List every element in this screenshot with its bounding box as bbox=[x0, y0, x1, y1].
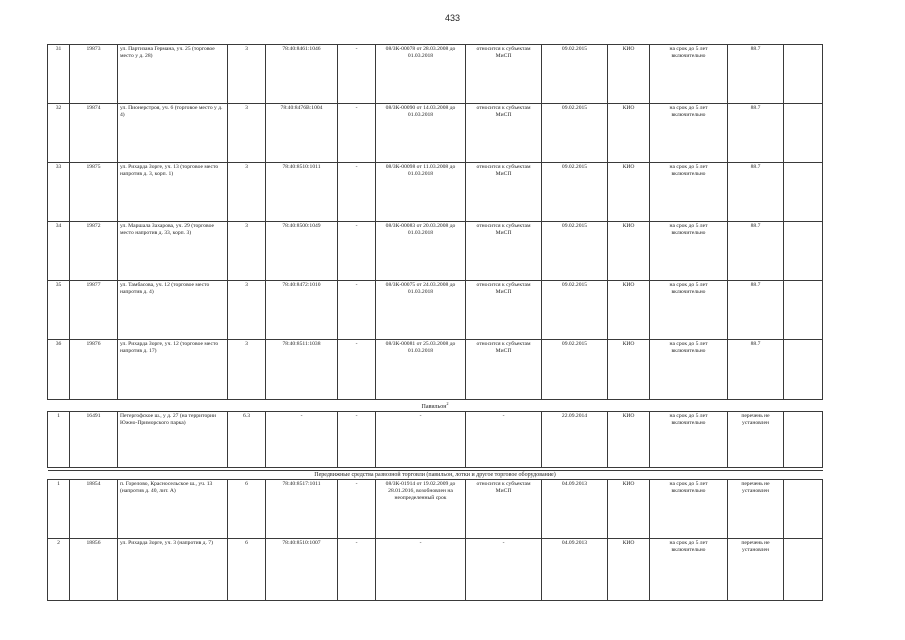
code-cell: 88.7 bbox=[728, 222, 784, 281]
date-cell: 22.09.2014 bbox=[542, 412, 608, 468]
organization-cell: КИО bbox=[608, 163, 650, 222]
term-cell: на срок до 5 лет включительно bbox=[650, 340, 728, 400]
cadastral-number-cell: - bbox=[266, 412, 338, 468]
footnote-mark: 2 bbox=[446, 401, 449, 406]
subject-status-cell: относится к субъектам МиСП bbox=[466, 281, 542, 340]
organization-cell: КИО bbox=[608, 480, 650, 539]
date-cell: 04.09.2013 bbox=[542, 480, 608, 539]
record-id-cell: 16491 bbox=[70, 412, 118, 468]
term-cell: на срок до 5 лет включительно bbox=[650, 222, 728, 281]
row-number-cell: 1 bbox=[48, 412, 70, 468]
extra-cell-cell bbox=[784, 45, 823, 104]
date-cell: 04.09.2013 bbox=[542, 539, 608, 601]
code-cell: 88.7 bbox=[728, 104, 784, 163]
date-cell: 09.02.2015 bbox=[542, 163, 608, 222]
table-section-stalls bbox=[48, 45, 823, 400]
dash-cell-cell: - bbox=[338, 281, 376, 340]
area-cell: 3 bbox=[228, 45, 266, 104]
contract-cell: 08/ЗК-00090 от 14.03.2008 до 01.03.2018 bbox=[376, 104, 466, 163]
cadastral-number-cell: 78:40:8510:1011 bbox=[266, 163, 338, 222]
date-cell: 09.02.2015 bbox=[542, 281, 608, 340]
table-section-mobile bbox=[48, 480, 823, 601]
record-id-cell: 18856 bbox=[70, 539, 118, 601]
cadastral-number-cell: 78:40:8461:1046 bbox=[266, 45, 338, 104]
term-cell: на срок до 5 лет включительно bbox=[650, 412, 728, 468]
cadastral-number-cell: 78:40:8476В:1004 bbox=[266, 104, 338, 163]
table-row bbox=[48, 281, 823, 340]
extra-cell-cell bbox=[784, 539, 823, 601]
subject-status-cell: относится к субъектам МиСП bbox=[466, 222, 542, 281]
row-number-cell: 2 bbox=[48, 539, 70, 601]
section-pavilion bbox=[48, 400, 823, 412]
address-cell: ул. Партизана Германа, уч. 25 (торговое место у д. 28) bbox=[118, 45, 228, 104]
row-number-cell: 1 bbox=[48, 480, 70, 539]
cadastral-number-cell: 78:40:8517:1011 bbox=[266, 480, 338, 539]
row-number-cell: 36 bbox=[48, 340, 70, 400]
cadastral-number-cell: 78:40:8510:1007 bbox=[266, 539, 338, 601]
extra-cell-cell bbox=[784, 281, 823, 340]
table-row bbox=[48, 539, 823, 601]
contract-cell: 08/ЗК-01914 от 19.02.2009 до 28.01.2016, возобновлен на неопределенный срок bbox=[376, 480, 466, 539]
table-row bbox=[48, 163, 823, 222]
row-number-cell: 35 bbox=[48, 281, 70, 340]
record-id-cell: 19875 bbox=[70, 163, 118, 222]
subject-status-cell: относится к субъектам МиСП bbox=[466, 340, 542, 400]
section-heading-mobile: Передвижные средства развозной торговли (павильон, лотки и другое торговое оборудование) bbox=[48, 471, 823, 480]
area-cell: 6.3 bbox=[228, 412, 266, 468]
address-cell: ул. Рихарда Зорге, уч. 12 (торговое место напротив д. 17) bbox=[118, 340, 228, 400]
row-number-cell: 33 bbox=[48, 163, 70, 222]
area-cell: 3 bbox=[228, 281, 266, 340]
area-cell: 3 bbox=[228, 222, 266, 281]
address-cell: ул. Маршала Захарова, уч. 29 (торговое место напротив д. 33, корп. 3) bbox=[118, 222, 228, 281]
cadastral-number-cell: 78:40:8500:1049 bbox=[266, 222, 338, 281]
table-row bbox=[48, 222, 823, 281]
subject-status-cell: - bbox=[466, 539, 542, 601]
code-cell: 88.7 bbox=[728, 281, 784, 340]
term-cell: на срок до 5 лет включительно bbox=[650, 281, 728, 340]
record-id-cell: 19876 bbox=[70, 340, 118, 400]
extra-cell-cell bbox=[784, 222, 823, 281]
contract-cell: 08/ЗК-00078 от 28.03.2008 до 01.03.2018 bbox=[376, 45, 466, 104]
organization-cell: КИО bbox=[608, 222, 650, 281]
cadastral-number-cell: 78:40:8511:1038 bbox=[266, 340, 338, 400]
address-cell: ул. Рихарда Зорге, уч. 13 (торговое место напротив д. 3, корп. 1) bbox=[118, 163, 228, 222]
dash-cell-cell: - bbox=[338, 340, 376, 400]
extra-cell-cell bbox=[784, 104, 823, 163]
area-cell: 3 bbox=[228, 163, 266, 222]
section-mobile bbox=[48, 468, 823, 480]
organization-cell: КИО bbox=[608, 340, 650, 400]
table-row bbox=[48, 340, 823, 400]
date-cell: 09.02.2015 bbox=[542, 222, 608, 281]
table-row bbox=[48, 104, 823, 163]
address-cell: п. Горелово, Красносельское ш., уч. 13 (напротив д. 40, лит. А) bbox=[118, 480, 228, 539]
page-number: 433 bbox=[444, 13, 461, 23]
dash-cell-cell: - bbox=[338, 539, 376, 601]
dash-cell-cell: - bbox=[338, 222, 376, 281]
table-row bbox=[48, 480, 823, 539]
dash-cell-cell: - bbox=[338, 163, 376, 222]
date-cell: 09.02.2015 bbox=[542, 45, 608, 104]
row-number-cell: 32 bbox=[48, 104, 70, 163]
row-number-cell: 31 bbox=[48, 45, 70, 104]
organization-cell: КИО bbox=[608, 45, 650, 104]
code-cell: перечень не установлен bbox=[728, 480, 784, 539]
term-cell: на срок до 5 лет включительно bbox=[650, 539, 728, 601]
subject-status-cell: относится к субъектам МиСП bbox=[466, 45, 542, 104]
dash-cell-cell: - bbox=[338, 45, 376, 104]
area-cell: 6 bbox=[228, 539, 266, 601]
contract-cell: 08/ЗК-00083 от 20.03.2008 до 01.03.2018 bbox=[376, 222, 466, 281]
address-cell: ул. Тамбасова, уч. 12 (торговое место напротив д. 4) bbox=[118, 281, 228, 340]
contract-cell: 08/ЗК-00075 от 24.03.2008 до 01.03.2018 bbox=[376, 281, 466, 340]
record-id-cell: 18854 bbox=[70, 480, 118, 539]
code-cell: перечень не установлен bbox=[728, 539, 784, 601]
address-cell: ул. Пионерстроя, уч. 6 (торговое место у д. 4) bbox=[118, 104, 228, 163]
area-cell: 6 bbox=[228, 480, 266, 539]
table-section-pavilion bbox=[48, 412, 823, 468]
extra-cell-cell bbox=[784, 412, 823, 468]
term-cell: на срок до 5 лет включительно bbox=[650, 480, 728, 539]
subject-status-cell: относится к субъектам МиСП bbox=[466, 163, 542, 222]
address-cell: Петергофское ш., у д. 27 (на территории Южно-Приморского парка) bbox=[118, 412, 228, 468]
record-id-cell: 19873 bbox=[70, 45, 118, 104]
cadastral-number-cell: 78:40:8472:1010 bbox=[266, 281, 338, 340]
code-cell: перечень не установлен bbox=[728, 412, 784, 468]
contract-cell: 08/ЗК-00098 от 11.03.2008 до 01.03.2018 bbox=[376, 163, 466, 222]
record-id-cell: 19874 bbox=[70, 104, 118, 163]
contract-cell: - bbox=[376, 539, 466, 601]
record-id-cell: 19872 bbox=[70, 222, 118, 281]
date-cell: 09.02.2015 bbox=[542, 340, 608, 400]
subject-status-cell: относится к субъектам МиСП bbox=[466, 480, 542, 539]
extra-cell-cell bbox=[784, 480, 823, 539]
section-heading-pavilion: Павильон$^2$ bbox=[48, 400, 823, 412]
term-cell: на срок до 5 лет включительно bbox=[650, 163, 728, 222]
subject-status-cell: - bbox=[466, 412, 542, 468]
dash-cell-cell: - bbox=[338, 480, 376, 539]
dash-cell-cell: - bbox=[338, 104, 376, 163]
code-cell: 88.7 bbox=[728, 45, 784, 104]
dash-cell-cell: - bbox=[338, 412, 376, 468]
register-table bbox=[47, 44, 823, 601]
extra-cell-cell bbox=[784, 163, 823, 222]
contract-cell: 08/ЗК-00081 от 25.03.2008 до 01.03.2018 bbox=[376, 340, 466, 400]
subject-status-cell: относится к субъектам МиСП bbox=[466, 104, 542, 163]
area-cell: 3 bbox=[228, 340, 266, 400]
organization-cell: КИО bbox=[608, 539, 650, 601]
table-row bbox=[48, 412, 823, 468]
term-cell: на срок до 5 лет включительно bbox=[650, 45, 728, 104]
organization-cell: КИО bbox=[608, 281, 650, 340]
contract-cell: - bbox=[376, 412, 466, 468]
record-id-cell: 19877 bbox=[70, 281, 118, 340]
organization-cell: КИО bbox=[608, 104, 650, 163]
row-number-cell: 34 bbox=[48, 222, 70, 281]
extra-cell-cell bbox=[784, 340, 823, 400]
code-cell: 88.7 bbox=[728, 340, 784, 400]
area-cell: 3 bbox=[228, 104, 266, 163]
term-cell: на срок до 5 лет включительно bbox=[650, 104, 728, 163]
organization-cell: КИО bbox=[608, 412, 650, 468]
address-cell: ул. Рихарда Зорге, уч. 3 (напротив д. 7) bbox=[118, 539, 228, 601]
code-cell: 88.7 bbox=[728, 163, 784, 222]
date-cell: 09.02.2015 bbox=[542, 104, 608, 163]
table-row bbox=[48, 45, 823, 104]
